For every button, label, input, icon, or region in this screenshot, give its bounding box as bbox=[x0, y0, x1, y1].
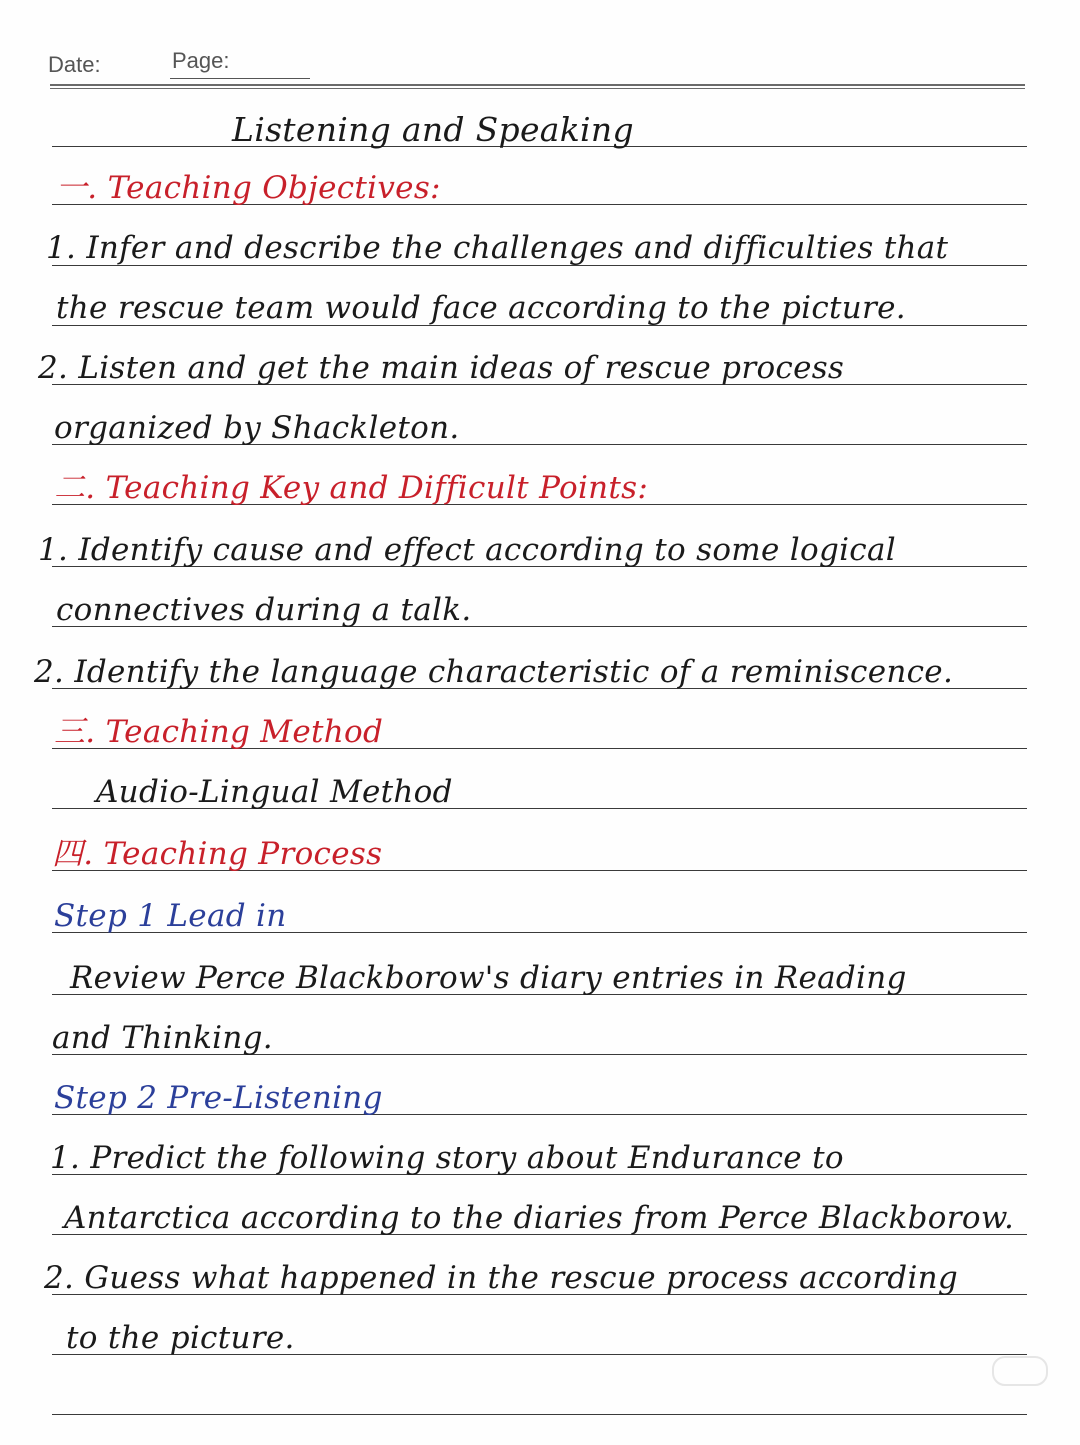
text-line: 1. Infer and describe the challenges and difficulties that bbox=[46, 230, 949, 266]
text-line: the rescue team would face according to the picture. bbox=[56, 290, 906, 326]
section-heading-process: 四. Teaching Process bbox=[52, 836, 383, 872]
header-double-rule-bottom bbox=[50, 88, 1025, 89]
section-heading-key-points: 二. Teaching Key and Difficult Points: bbox=[54, 470, 649, 506]
text-line: 1. Identify cause and effect according to some logical bbox=[38, 532, 896, 568]
text-line: 2. Identify the language characteristic of a reminiscence. bbox=[34, 654, 954, 690]
text-line: connectives during a talk. bbox=[56, 592, 472, 628]
watermark-logo bbox=[992, 1356, 1048, 1386]
text-line: Review Perce Blackborow's diary entries in Reading bbox=[70, 960, 907, 996]
step-heading-lead-in: Step 1 Lead in bbox=[54, 898, 287, 934]
text-line: 1. Predict the following story about Endurance to bbox=[50, 1140, 844, 1176]
text-line: 2. Listen and get the main ideas of rescue process bbox=[38, 350, 845, 386]
section-heading-method: 三. Teaching Method bbox=[54, 714, 384, 750]
ruled-line bbox=[52, 1414, 1027, 1415]
page-title: Listening and Speaking bbox=[232, 110, 634, 149]
text-line: organized by Shackleton. bbox=[54, 410, 460, 446]
page-label: Page: bbox=[172, 48, 230, 73]
section-heading-objectives: 一. Teaching Objectives: bbox=[56, 170, 441, 206]
date-label: Date: bbox=[48, 52, 101, 77]
header-double-rule-top bbox=[50, 84, 1025, 86]
text-line: Audio-Lingual Method bbox=[96, 774, 453, 810]
text-line: to the picture. bbox=[66, 1320, 295, 1356]
text-line: 2. Guess what happened in the rescue process according bbox=[44, 1260, 959, 1296]
text-line: Antarctica according to the diaries from Perce Blackborow. bbox=[64, 1200, 1015, 1236]
text-line: and Thinking. bbox=[52, 1020, 273, 1056]
step-heading-pre-listening: Step 2 Pre-Listening bbox=[54, 1080, 383, 1116]
page-number-line bbox=[170, 78, 310, 79]
